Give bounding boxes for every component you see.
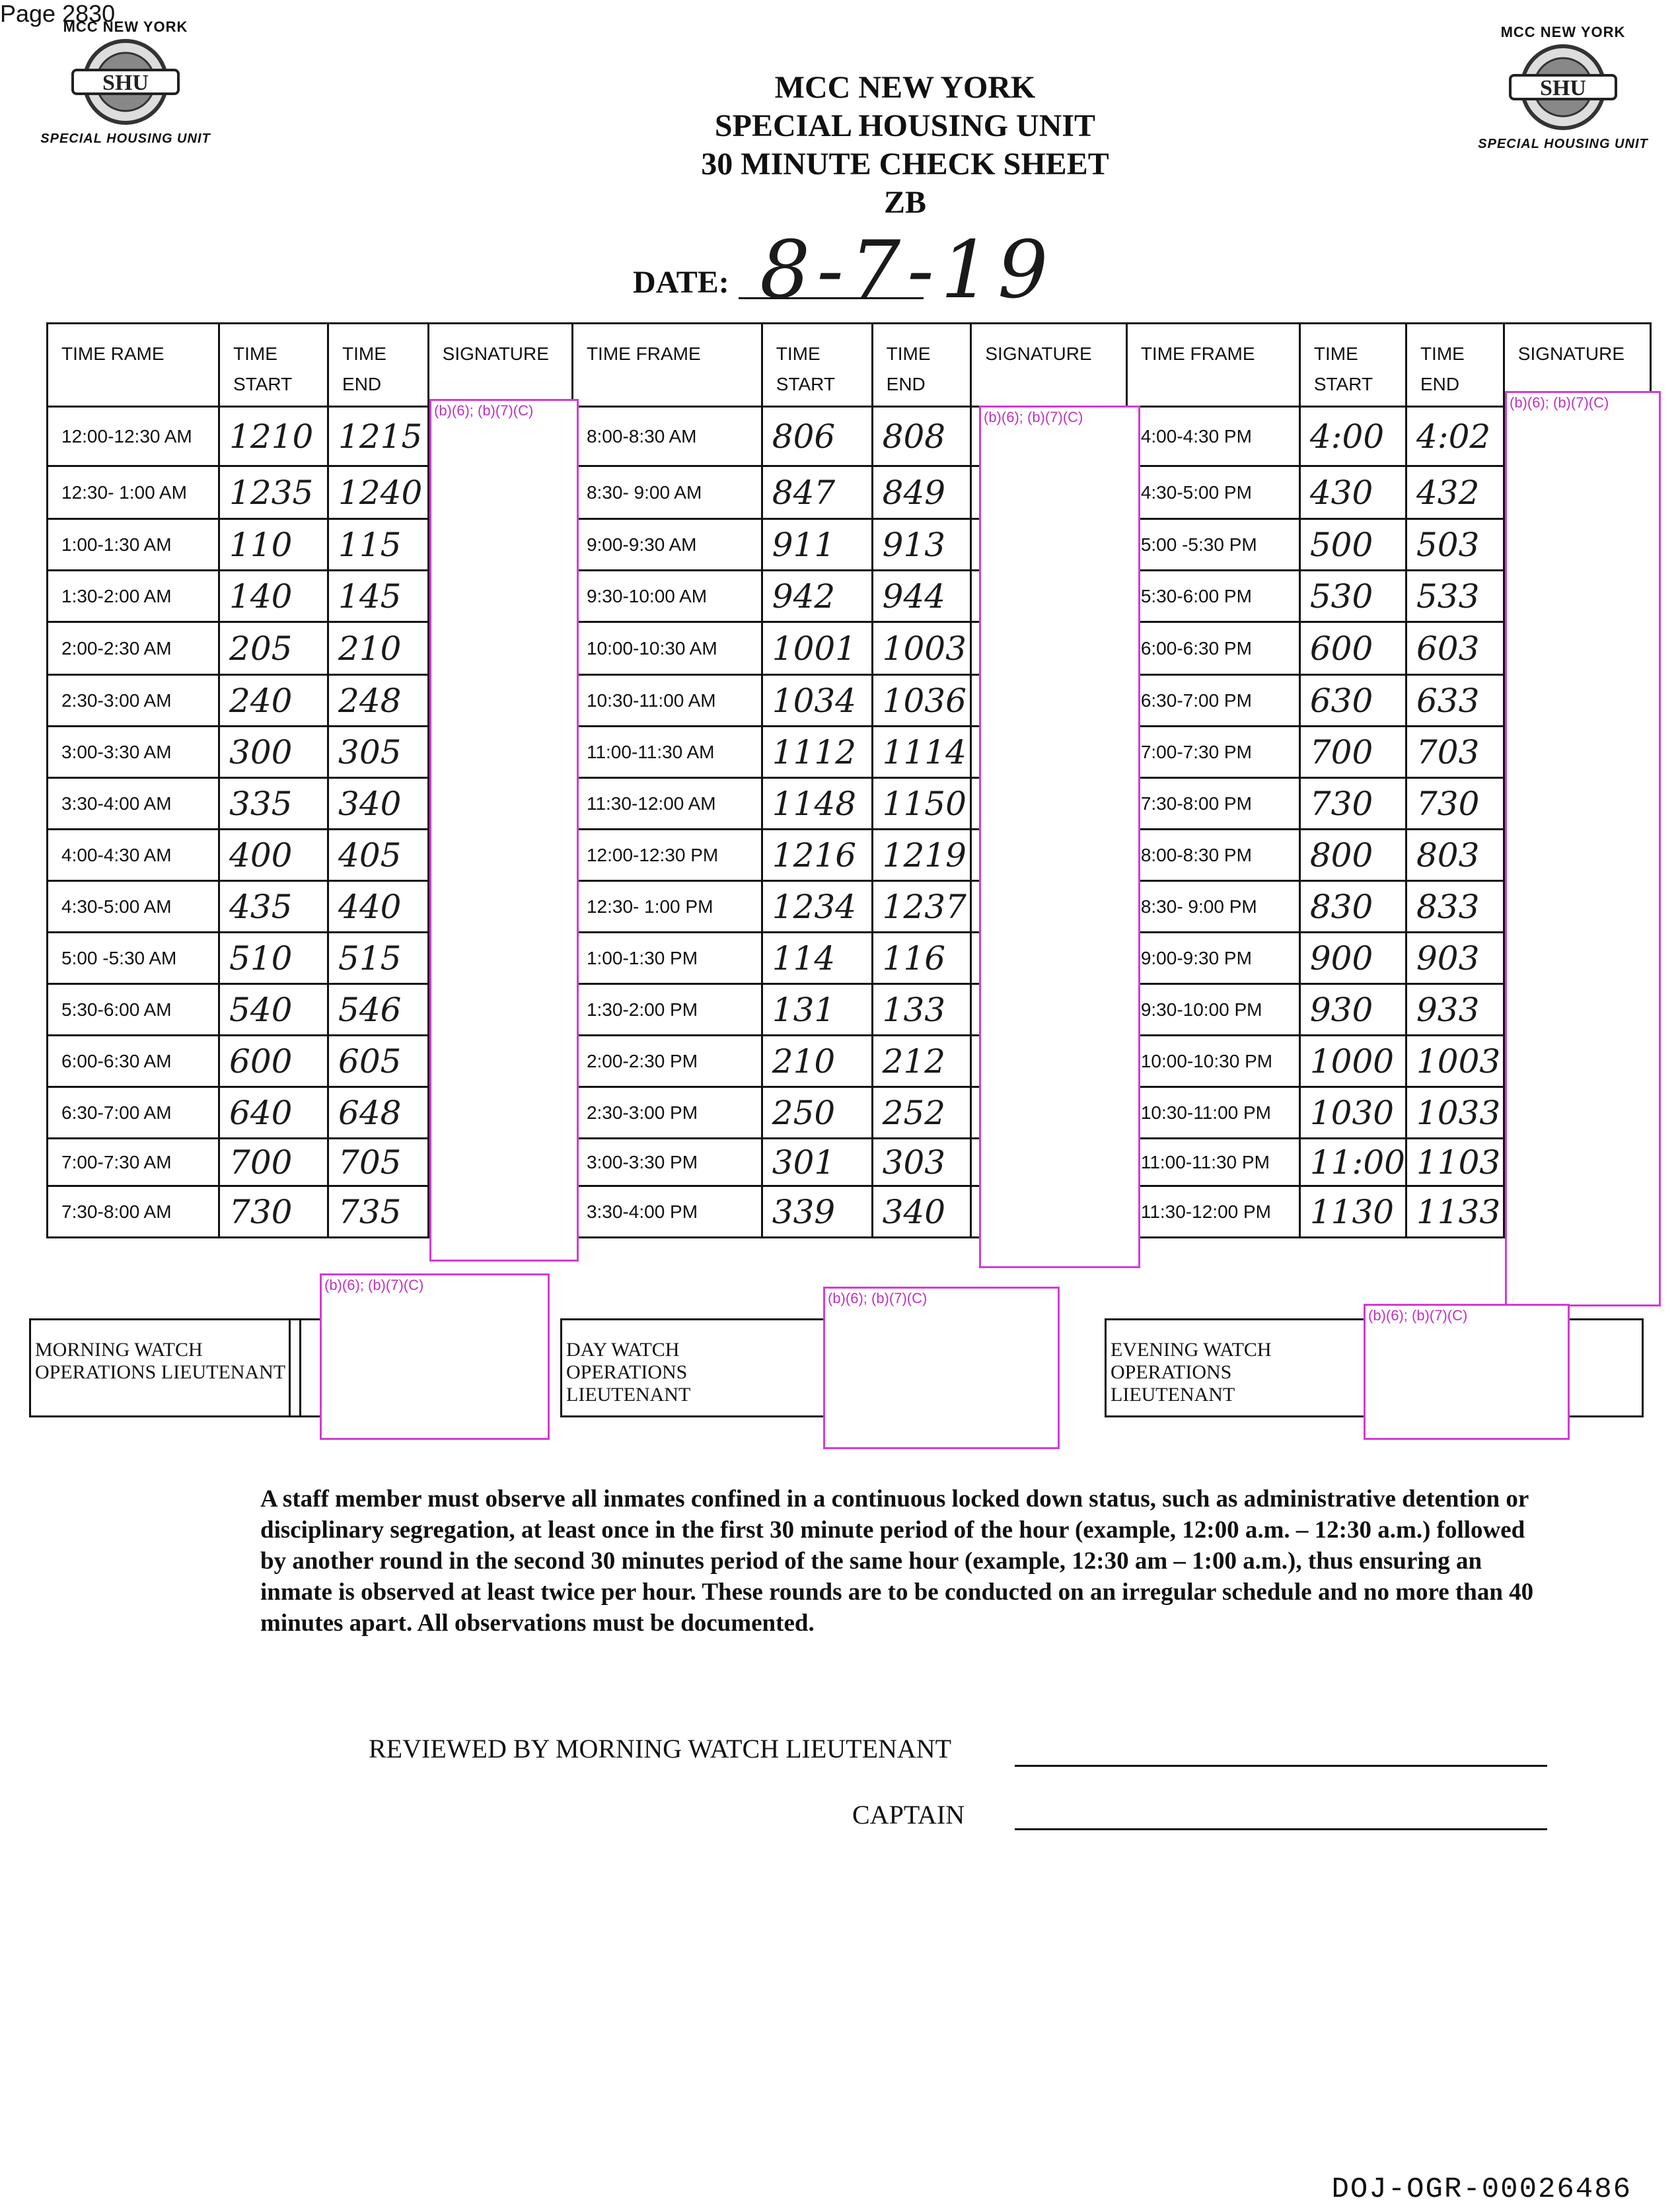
day-time-start-cell: 806 — [762, 407, 872, 466]
table-row — [48, 675, 1651, 727]
evening-time-start-cell: 1030 — [1299, 1087, 1406, 1139]
morning-time-frame-cell: 6:30-7:00 AM — [48, 1087, 219, 1139]
evening-time-end-cell: 933 — [1406, 984, 1504, 1036]
morning-time-start-cell: 510 — [219, 933, 328, 984]
morning-time-end-cell: 210 — [328, 622, 429, 675]
evening-time-end-cell: 730 — [1406, 778, 1504, 830]
morning-time-frame-cell: 3:00-3:30 AM — [48, 727, 219, 778]
shu-seal-icon — [1497, 41, 1629, 133]
morning-time-end-cell: 248 — [328, 675, 429, 727]
day-time-end-cell: 808 — [872, 407, 971, 466]
morning-time-start-cell: 400 — [219, 830, 328, 881]
morning-time-frame-cell: 12:30- 1:00 AM — [48, 466, 219, 519]
redaction-evening-lieutenant: (b)(6); (b)(7)(C) — [1364, 1304, 1570, 1440]
day-time-start-cell: 1148 — [762, 778, 872, 830]
evening-time-frame-cell: 5:00 -5:30 PM — [1126, 519, 1299, 571]
evening-time-start-cell: 800 — [1299, 830, 1406, 881]
redaction-signature-evening: (b)(6); (b)(7)(C) — [1505, 391, 1661, 1306]
morning-time-frame-cell: 1:00-1:30 AM — [48, 519, 219, 571]
morning-time-end-cell: 515 — [328, 933, 429, 984]
logo-bottom-text: SPECIAL HOUSING UNIT — [1478, 137, 1648, 151]
evening-time-end-cell: 1103 — [1406, 1139, 1504, 1186]
day-time-end-cell: 1114 — [872, 727, 971, 778]
day-lieutenant-label: DAY WATCH OPERATIONS LIEUTENANT — [566, 1339, 691, 1406]
morning-time-end-cell: 705 — [328, 1139, 429, 1186]
morning-time-start-cell: 700 — [219, 1139, 328, 1186]
evening-time-start-cell: 11:00 — [1299, 1139, 1406, 1186]
day-time-start-cell: 1001 — [762, 622, 872, 675]
day-time-start-cell: 1034 — [762, 675, 872, 727]
morning-time-start-cell: 640 — [219, 1087, 328, 1139]
col-time-frame: TIME FRAME — [1126, 324, 1299, 407]
morning-time-frame-cell: 6:00-6:30 AM — [48, 1036, 219, 1087]
table-row — [48, 1186, 1651, 1238]
reviewed-by-signature-line — [1015, 1765, 1547, 1767]
morning-time-frame-cell: 2:30-3:00 AM — [48, 675, 219, 727]
day-time-frame-cell: 3:00-3:30 PM — [572, 1139, 762, 1186]
evening-time-end-cell: 1033 — [1406, 1087, 1504, 1139]
seal-text: SHU — [1540, 76, 1586, 100]
title-line3: 30 MINUTE CHECK SHEET — [701, 147, 1109, 182]
evening-time-end-cell: 1003 — [1406, 1036, 1504, 1087]
title-block — [581, 69, 1229, 222]
day-time-start-cell: 1216 — [762, 830, 872, 881]
morning-time-start-cell: 540 — [219, 984, 328, 1036]
day-time-frame-cell: 1:00-1:30 PM — [572, 933, 762, 984]
table-row — [48, 519, 1651, 571]
col-signature: SIGNATURE — [971, 324, 1126, 407]
title-line4: ZB — [883, 185, 927, 220]
col-time-frame: TIME RAME — [48, 324, 219, 407]
evening-time-start-cell: 830 — [1299, 881, 1406, 933]
evening-time-frame-cell: 4:00-4:30 PM — [1126, 407, 1299, 466]
morning-time-end-cell: 648 — [328, 1087, 429, 1139]
morning-time-end-cell: 605 — [328, 1036, 429, 1087]
evening-time-start-cell: 730 — [1299, 778, 1406, 830]
evening-time-frame-cell: 5:30-6:00 PM — [1126, 571, 1299, 622]
logo-top-text: MCC NEW YORK — [63, 18, 188, 35]
title-line1: MCC NEW YORK — [774, 70, 1036, 105]
table-row — [48, 881, 1651, 933]
table-row — [48, 571, 1651, 622]
table-row — [48, 727, 1651, 778]
title-line2: SPECIAL HOUSING UNIT — [714, 108, 1096, 143]
day-time-start-cell: 210 — [762, 1036, 872, 1087]
morning-time-start-cell: 110 — [219, 519, 328, 571]
morning-time-end-cell: 440 — [328, 881, 429, 933]
morning-time-end-cell: 1215 — [328, 407, 429, 466]
day-time-frame-cell: 8:00-8:30 AM — [572, 407, 762, 466]
table-row — [48, 407, 1651, 466]
evening-time-end-cell: 503 — [1406, 519, 1504, 571]
table-row — [48, 1139, 1651, 1186]
day-time-start-cell: 942 — [762, 571, 872, 622]
morning-time-end-cell: 405 — [328, 830, 429, 881]
morning-time-end-cell: 1240 — [328, 466, 429, 519]
day-time-end-cell: 1237 — [872, 881, 971, 933]
morning-time-start-cell: 205 — [219, 622, 328, 675]
day-time-end-cell: 252 — [872, 1087, 971, 1139]
evening-time-end-cell: 903 — [1406, 933, 1504, 984]
instructions-paragraph: A staff member must observe all inmates confined in a continuous locked down status, such as administrative detention or disciplinary segregation, at least once in the first 30 minute period of the hour (example, 12:00 a.m. – 12:30 a.m.) followed by another round in the second 30 minutes period of the same hour (example, 12:30 am – 1:00 a.m.), thus ensuring an inmate is observed at least twice per hour. These rounds are to be conducted on an irregular schedule and no more than 40 minutes apart. All observations must be documented. — [260, 1485, 1534, 1637]
table-row — [48, 933, 1651, 984]
day-time-start-cell: 301 — [762, 1139, 872, 1186]
evening-time-start-cell: 500 — [1299, 519, 1406, 571]
morning-time-start-cell: 300 — [219, 727, 328, 778]
check-sheet-table — [46, 322, 1652, 1238]
col-signature: SIGNATURE — [1504, 324, 1650, 407]
day-time-start-cell: 250 — [762, 1087, 872, 1139]
morning-time-start-cell: 435 — [219, 881, 328, 933]
evening-time-frame-cell: 4:30-5:00 PM — [1126, 466, 1299, 519]
morning-lieutenant-label: MORNING WATCH OPERATIONS LIEUTENANT — [35, 1339, 286, 1383]
evening-time-frame-cell: 8:00-8:30 PM — [1126, 830, 1299, 881]
evening-time-end-cell: 533 — [1406, 571, 1504, 622]
day-time-start-cell: 1112 — [762, 727, 872, 778]
morning-time-start-cell: 1210 — [219, 407, 328, 466]
evening-time-start-cell: 430 — [1299, 466, 1406, 519]
col-time-start: TIME START — [1299, 324, 1406, 407]
morning-time-start-cell: 600 — [219, 1036, 328, 1087]
evening-time-frame-cell: 11:30-12:00 PM — [1126, 1186, 1299, 1238]
morning-time-start-cell: 335 — [219, 778, 328, 830]
day-time-frame-cell: 8:30- 9:00 AM — [572, 466, 762, 519]
col-time-end: TIME END — [872, 324, 971, 407]
day-time-frame-cell: 10:30-11:00 AM — [572, 675, 762, 727]
table-header-row — [48, 324, 1651, 407]
morning-time-end-cell: 340 — [328, 778, 429, 830]
col-time-end: TIME END — [1406, 324, 1504, 407]
shu-logo-left — [40, 18, 211, 170]
table-row — [48, 778, 1651, 830]
date-label: DATE: — [633, 265, 729, 300]
day-time-end-cell: 1036 — [872, 675, 971, 727]
morning-time-end-cell: 735 — [328, 1186, 429, 1238]
morning-time-end-cell: 115 — [328, 519, 429, 571]
table-row — [48, 1087, 1651, 1139]
col-time-frame: TIME FRAME — [572, 324, 762, 407]
evening-time-end-cell: 633 — [1406, 675, 1504, 727]
evening-time-end-cell: 703 — [1406, 727, 1504, 778]
evening-time-frame-cell: 6:30-7:00 PM — [1126, 675, 1299, 727]
morning-time-frame-cell: 5:00 -5:30 AM — [48, 933, 219, 984]
evening-time-start-cell: 600 — [1299, 622, 1406, 675]
morning-time-start-cell: 140 — [219, 571, 328, 622]
day-time-frame-cell: 1:30-2:00 PM — [572, 984, 762, 1036]
captain-label: CAPTAIN — [852, 1800, 965, 1830]
morning-time-frame-cell: 12:00-12:30 AM — [48, 407, 219, 466]
morning-time-end-cell: 546 — [328, 984, 429, 1036]
col-time-end: TIME END — [328, 324, 429, 407]
day-time-end-cell: 303 — [872, 1139, 971, 1186]
evening-time-start-cell: 1000 — [1299, 1036, 1406, 1087]
evening-time-frame-cell: 11:00-11:30 PM — [1126, 1139, 1299, 1186]
morning-time-start-cell: 1235 — [219, 466, 328, 519]
redaction-morning-lieutenant: (b)(6); (b)(7)(C) — [320, 1273, 550, 1440]
col-time-start: TIME START — [219, 324, 328, 407]
table-row — [48, 466, 1651, 519]
evening-time-frame-cell: 7:30-8:00 PM — [1126, 778, 1299, 830]
col-time-start: TIME START — [762, 324, 872, 407]
day-time-frame-cell: 11:30-12:00 AM — [572, 778, 762, 830]
evening-time-frame-cell: 8:30- 9:00 PM — [1126, 881, 1299, 933]
day-time-frame-cell: 11:00-11:30 AM — [572, 727, 762, 778]
redaction-day-lieutenant: (b)(6); (b)(7)(C) — [823, 1287, 1060, 1449]
table-row — [48, 984, 1651, 1036]
day-time-frame-cell: 3:30-4:00 PM — [572, 1186, 762, 1238]
evening-time-end-cell: 432 — [1406, 466, 1504, 519]
redaction-signature-morning: (b)(6); (b)(7)(C) — [429, 399, 579, 1262]
day-time-start-cell: 339 — [762, 1186, 872, 1238]
day-time-end-cell: 340 — [872, 1186, 971, 1238]
evening-time-start-cell: 530 — [1299, 571, 1406, 622]
evening-time-start-cell: 700 — [1299, 727, 1406, 778]
seal-text: SHU — [102, 71, 149, 95]
day-lieutenant-box — [560, 1318, 828, 1417]
day-time-start-cell: 847 — [762, 466, 872, 519]
day-time-end-cell: 849 — [872, 466, 971, 519]
captain-signature-line — [1015, 1828, 1547, 1830]
day-time-frame-cell: 10:00-10:30 AM — [572, 622, 762, 675]
morning-time-frame-cell: 5:30-6:00 AM — [48, 984, 219, 1036]
morning-time-end-cell: 145 — [328, 571, 429, 622]
evening-lieutenant-label: EVENING WATCH OPERATIONS LIEUTENANT — [1111, 1339, 1272, 1406]
evening-time-end-cell: 4:02 — [1406, 407, 1504, 466]
morning-time-frame-cell: 1:30-2:00 AM — [48, 571, 219, 622]
morning-time-frame-cell: 4:30-5:00 AM — [48, 881, 219, 933]
day-time-frame-cell: 2:30-3:00 PM — [572, 1087, 762, 1139]
day-time-end-cell: 913 — [872, 519, 971, 571]
evening-time-frame-cell: 9:30-10:00 PM — [1126, 984, 1299, 1036]
day-time-end-cell: 1150 — [872, 778, 971, 830]
evening-time-end-cell: 833 — [1406, 881, 1504, 933]
evening-time-end-cell: 1133 — [1406, 1186, 1504, 1238]
day-time-start-cell: 1234 — [762, 881, 872, 933]
table-row — [48, 830, 1651, 881]
morning-time-start-cell: 240 — [219, 675, 328, 727]
evening-time-start-cell: 900 — [1299, 933, 1406, 984]
morning-time-frame-cell: 7:30-8:00 AM — [48, 1186, 219, 1238]
morning-lieutenant-box — [29, 1318, 324, 1417]
day-time-frame-cell: 2:00-2:30 PM — [572, 1036, 762, 1087]
reviewed-by-label: REVIEWED BY MORNING WATCH LIEUTENANT — [369, 1734, 952, 1764]
day-time-end-cell: 944 — [872, 571, 971, 622]
logo-top-text: MCC NEW YORK — [1500, 24, 1626, 40]
evening-time-end-cell: 603 — [1406, 622, 1504, 675]
day-time-start-cell: 131 — [762, 984, 872, 1036]
day-time-end-cell: 133 — [872, 984, 971, 1036]
logo-bottom-text: SPECIAL HOUSING UNIT — [40, 131, 211, 146]
day-time-frame-cell: 12:00-12:30 PM — [572, 830, 762, 881]
evening-time-frame-cell: 7:00-7:30 PM — [1126, 727, 1299, 778]
day-time-start-cell: 114 — [762, 933, 872, 984]
morning-time-frame-cell: 4:00-4:30 AM — [48, 830, 219, 881]
redaction-signature-day: (b)(6); (b)(7)(C) — [979, 406, 1140, 1268]
morning-time-frame-cell: 3:30-4:00 AM — [48, 778, 219, 830]
day-time-frame-cell: 12:30- 1:00 PM — [572, 881, 762, 933]
morning-time-frame-cell: 7:00-7:30 AM — [48, 1139, 219, 1186]
table-row — [48, 1036, 1651, 1087]
morning-time-end-cell: 305 — [328, 727, 429, 778]
evening-time-start-cell: 1130 — [1299, 1186, 1406, 1238]
evening-time-frame-cell: 9:00-9:30 PM — [1126, 933, 1299, 984]
evening-time-frame-cell: 10:00-10:30 PM — [1126, 1036, 1299, 1087]
shu-logo-right — [1477, 24, 1649, 176]
evening-time-start-cell: 930 — [1299, 984, 1406, 1036]
day-time-end-cell: 1219 — [872, 830, 971, 881]
morning-time-start-cell: 730 — [219, 1186, 328, 1238]
day-time-end-cell: 1003 — [872, 622, 971, 675]
evening-time-start-cell: 4:00 — [1299, 407, 1406, 466]
date-value: 8-7-19 — [760, 225, 1055, 316]
day-time-end-cell: 116 — [872, 933, 971, 984]
col-signature: SIGNATURE — [428, 324, 572, 407]
evening-time-start-cell: 630 — [1299, 675, 1406, 727]
day-time-frame-cell: 9:30-10:00 AM — [572, 571, 762, 622]
day-time-start-cell: 911 — [762, 519, 872, 571]
page-label: Page 2830 — [0, 0, 116, 27]
day-time-end-cell: 212 — [872, 1036, 971, 1087]
morning-time-frame-cell: 2:00-2:30 AM — [48, 622, 219, 675]
evening-time-frame-cell: 10:30-11:00 PM — [1126, 1087, 1299, 1139]
shu-seal-icon — [59, 36, 192, 128]
day-time-frame-cell: 9:00-9:30 AM — [572, 519, 762, 571]
evening-time-frame-cell: 6:00-6:30 PM — [1126, 622, 1299, 675]
evening-time-end-cell: 803 — [1406, 830, 1504, 881]
document-id: DOJ-OGR-00026486 — [1331, 2173, 1632, 2206]
table-row — [48, 622, 1651, 675]
